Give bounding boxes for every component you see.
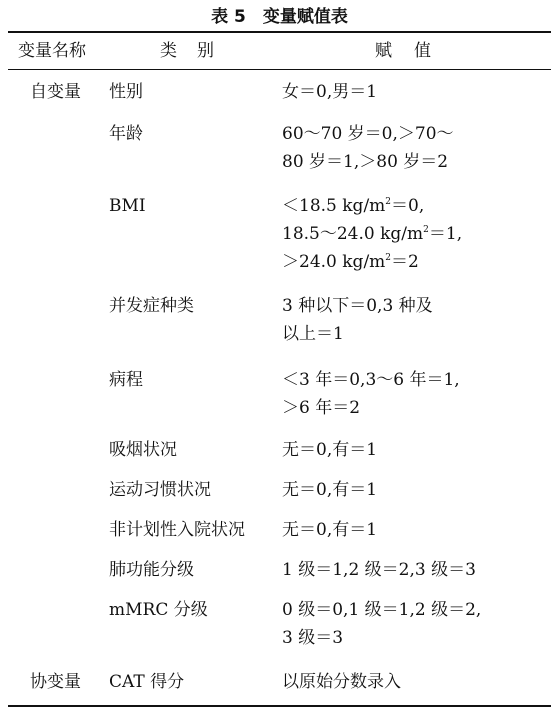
header-variable-name: 变量名称 xyxy=(18,41,86,61)
group-label-independent: 自变量 xyxy=(30,82,81,102)
row-category: 非计划性入院状况 xyxy=(109,520,245,540)
row-category: 吸烟状况 xyxy=(109,440,177,460)
value-line xyxy=(282,220,462,248)
row-category: 病程 xyxy=(109,370,143,390)
value-line: 女＝0,男＝1 xyxy=(282,82,378,102)
table-caption: 表 5 变量赋值表 xyxy=(211,7,348,27)
superscript: 2 xyxy=(385,197,392,207)
value-line: 3 种以下＝0,3 种及 xyxy=(282,296,433,316)
row-value xyxy=(282,668,401,696)
row-value xyxy=(282,596,481,652)
value-line: 无＝0,有＝1 xyxy=(282,480,378,500)
value-text: 18.5～24.0 kg/m xyxy=(282,224,424,244)
group-label-covariate: 协变量 xyxy=(30,672,81,692)
row-category: 肺功能分级 xyxy=(109,560,194,580)
value-line: 1 级＝1,2 级＝2,3 级＝3 xyxy=(282,560,476,580)
value-line: 3 级＝3 xyxy=(282,628,344,648)
superscript: 2 xyxy=(385,253,392,263)
row-value xyxy=(282,476,377,504)
row-value xyxy=(282,556,476,584)
value-line: 0 级＝0,1 级＝1,2 级＝2, xyxy=(282,600,482,620)
value-text: ＞24.0 kg/m xyxy=(282,252,386,272)
header-rule xyxy=(8,69,551,70)
value-line xyxy=(282,192,462,220)
value-line: 以原始分数录入 xyxy=(282,672,401,692)
value-line: 以上＝1 xyxy=(282,324,344,344)
value-line: 无＝0,有＝1 xyxy=(282,520,378,540)
value-line: 80 岁＝1,＞80 岁＝2 xyxy=(282,152,449,172)
top-rule xyxy=(8,31,551,33)
row-value xyxy=(282,120,454,176)
value-line: 60～70 岁＝0,＞70～ xyxy=(282,124,454,144)
value-line: ＜3 年＝0,3～6 年＝1, xyxy=(282,370,460,390)
row-category: 性别 xyxy=(109,82,143,102)
value-line: 无＝0,有＝1 xyxy=(282,440,378,460)
row-value xyxy=(282,78,377,106)
value-line: ＞6 年＝2 xyxy=(282,398,361,418)
row-value xyxy=(282,516,377,544)
row-value xyxy=(282,192,462,276)
row-value xyxy=(282,292,433,348)
value-text: ＝2 xyxy=(391,252,419,272)
row-category: 年龄 xyxy=(109,124,143,144)
value-text: ＝0, xyxy=(391,196,425,216)
row-category: mMRC 分级 xyxy=(109,600,208,620)
row-value xyxy=(282,366,460,422)
row-value xyxy=(282,436,377,464)
superscript: 2 xyxy=(423,225,429,235)
header-value: 赋值 xyxy=(375,41,453,61)
bottom-rule xyxy=(8,705,551,707)
header-category: 类别 xyxy=(160,41,234,61)
row-category: 运动习惯状况 xyxy=(109,480,211,500)
value-text: ＜18.5 kg/m xyxy=(282,196,386,216)
row-category: CAT 得分 xyxy=(109,672,185,692)
row-category: 并发症种类 xyxy=(109,296,194,316)
value-text: ＝1, xyxy=(428,224,463,244)
value-line xyxy=(282,248,462,276)
row-category: BMI xyxy=(109,196,146,216)
